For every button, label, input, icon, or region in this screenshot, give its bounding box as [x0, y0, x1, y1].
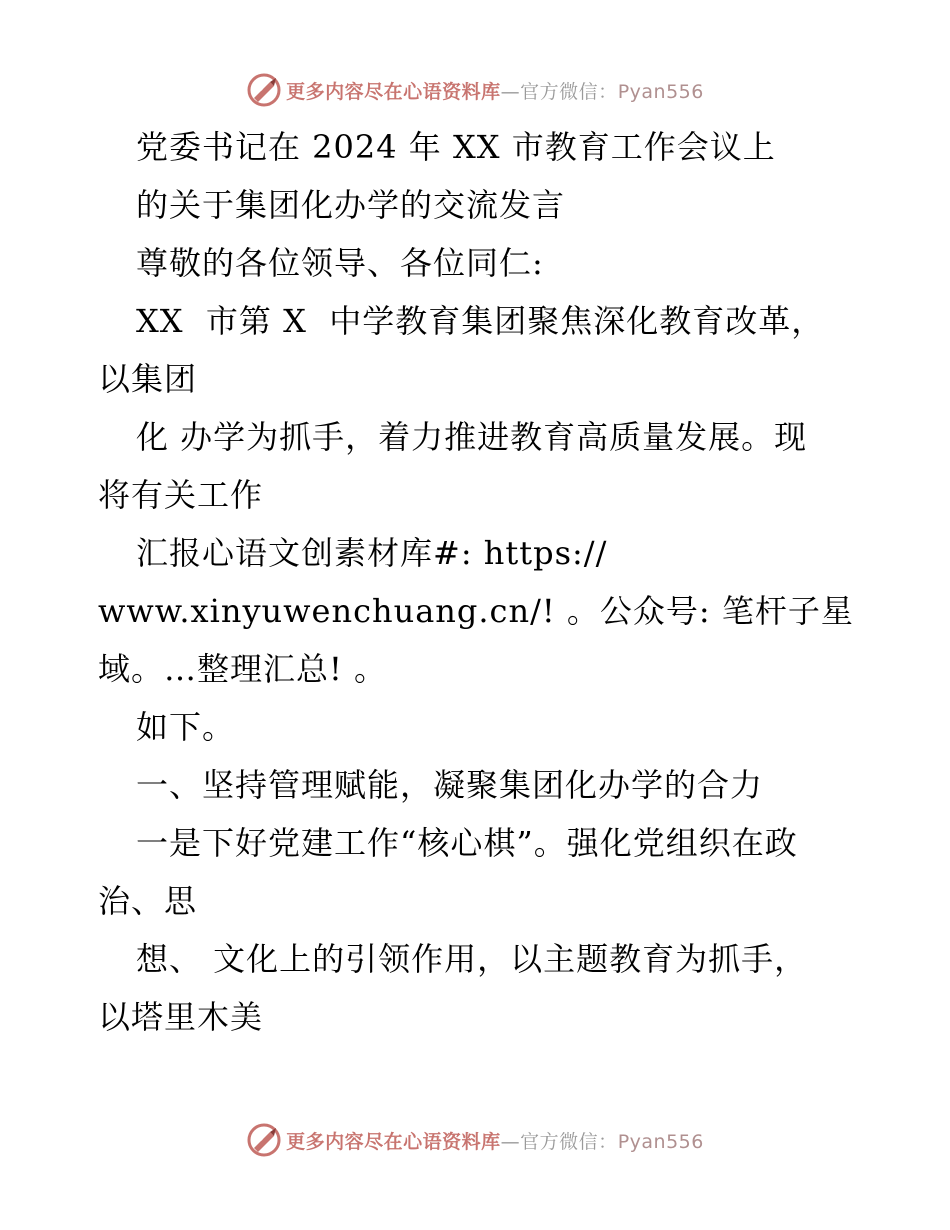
footer-wechat-id: Pyan556 [617, 1130, 704, 1153]
text-line: 尊敬的各位领导、各位同仁: [136, 244, 544, 282]
text-line: 汇报心语文创素材库#: https:// [136, 534, 608, 572]
footer-brand-text [286, 1127, 704, 1154]
header-wechat-label: 官方微信： [520, 80, 618, 103]
text-line: 如下。 [136, 708, 236, 746]
text-line: XX 市第 X 中学教育集团聚焦深化教育改革， [136, 302, 825, 340]
footer-brand-main: 更多内容尽在心语资料库 [286, 1130, 501, 1153]
header-brand-main: 更多内容尽在心语资料库 [286, 80, 501, 103]
footer-brand-sep: — [500, 1130, 521, 1153]
footer-watermark [0, 1120, 950, 1160]
text-line: 一、坚持管理赋能，凝聚集团化办学的合力 [136, 766, 764, 804]
text-line: 域。…整理汇总! 。 [98, 650, 388, 688]
text-line: 一是下好党建工作“核心棋”。强化党组织在政 [136, 824, 798, 862]
header-brand-text [286, 77, 704, 104]
header-brand-sep: — [500, 80, 521, 103]
brand-logo-icon [246, 1122, 282, 1158]
header-wechat-id: Pyan556 [617, 80, 704, 103]
text-line: 以集团 [98, 360, 198, 398]
brand-logo-icon [246, 72, 282, 108]
text-line: www.xinyuwenchuang.cn/! 。公众号: 笔杆子星 [98, 592, 854, 630]
text-line: 想、 文化上的引领作用，以主题教育为抓手， [136, 940, 808, 978]
footer-wechat-label: 官方微信： [520, 1130, 618, 1153]
text-line: 党委书记在 2024 年 XX 市教育工作会议上 [136, 128, 776, 166]
text-line: 治、思 [98, 882, 198, 920]
text-line: 以塔里木美 [98, 998, 264, 1036]
text-line: 的关于集团化办学的交流发言 [136, 186, 566, 224]
document-body [98, 118, 878, 1046]
header-watermark [0, 70, 950, 110]
text-line: 将有关工作 [98, 476, 264, 514]
text-line: 化 办学为抓手，着力推进教育高质量发展。现 [136, 418, 808, 456]
